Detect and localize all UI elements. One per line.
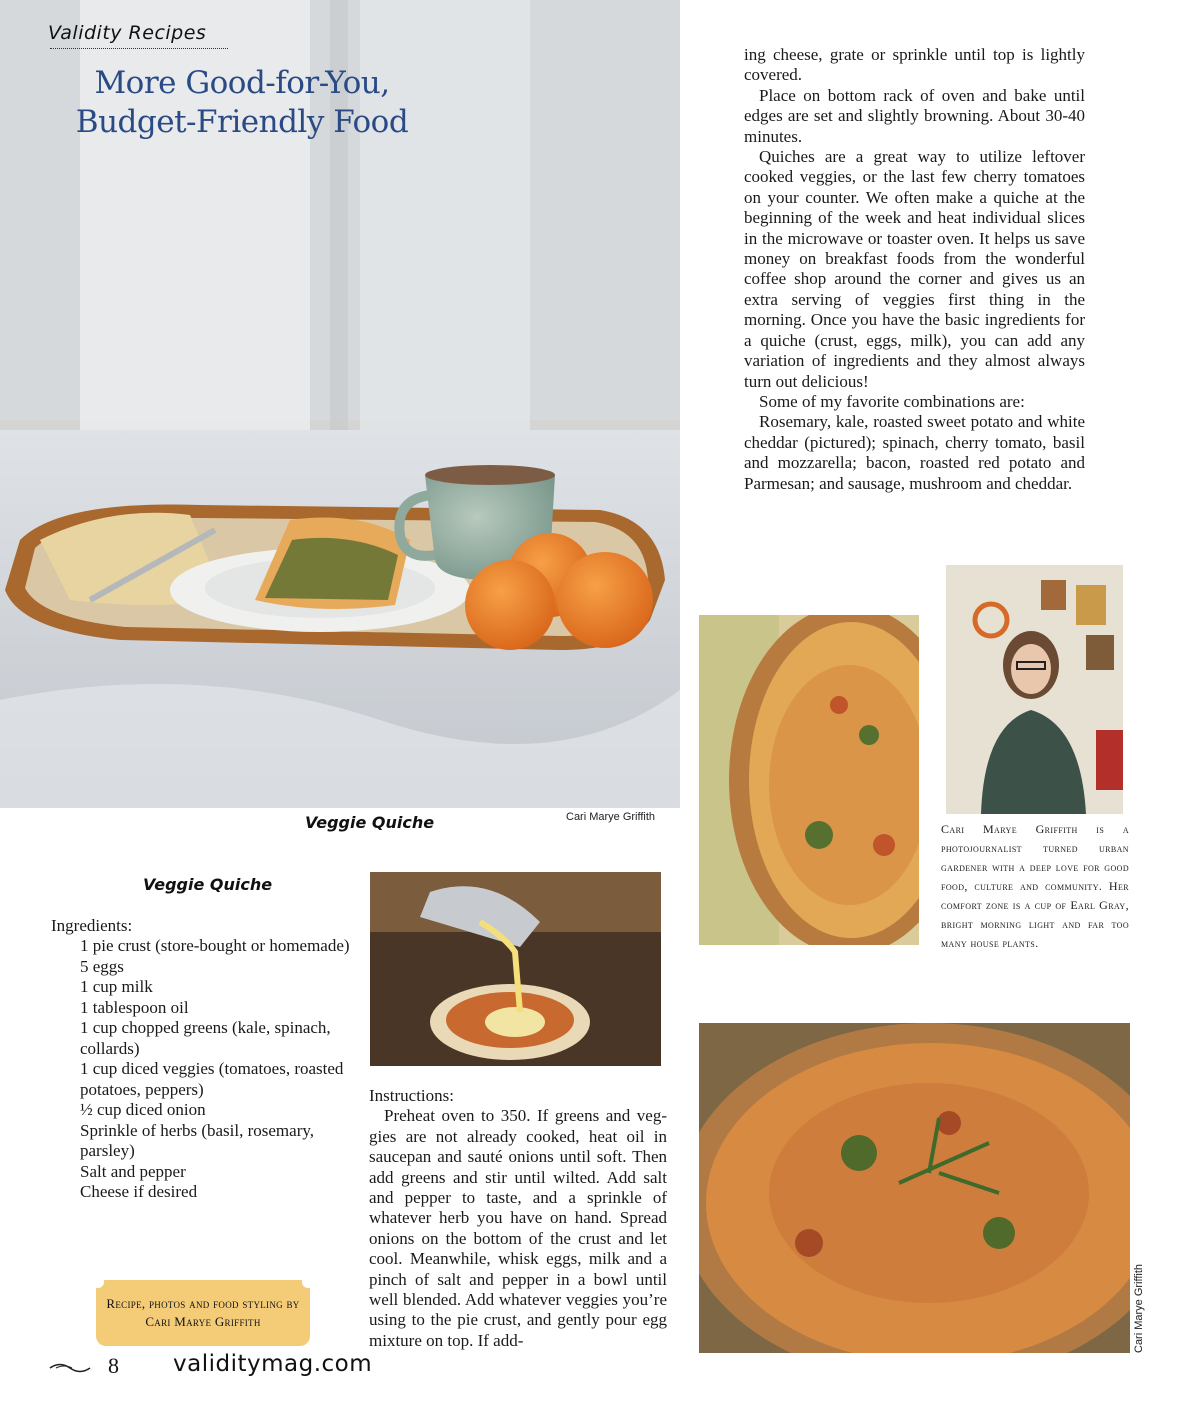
ingredient-item: 1 cup milk xyxy=(80,977,153,996)
pouring-egg-photo xyxy=(370,872,661,1066)
recipe-title: Veggie Quiche xyxy=(143,875,273,894)
site-url[interactable]: validitymag.com xyxy=(173,1351,373,1377)
author-portrait-photo xyxy=(946,565,1123,814)
instructions-block xyxy=(369,1086,667,1351)
author-bio: Cari Marye Griffith is a photojournalist turned urban gardener with a deep love for good food, culture and community. Her comfort zone is a cup of Earl Gray, bright morning light and far too many house plants. xyxy=(941,822,1129,950)
hero-photo xyxy=(0,0,680,808)
ingredients-list xyxy=(80,936,355,1203)
section-tag: Validity Recipes xyxy=(48,22,207,44)
ingredient-item: Salt and pepper xyxy=(80,1161,186,1181)
ingredient-item: 1 cup diced veggies (tomatoes, roasted potatoes, peppers) xyxy=(80,1059,344,1099)
pouring-egg-illustration xyxy=(370,872,661,1066)
instructions-text: Preheat oven to 350. If greens and veggies are not already cooked, heat oil in saucepan and sauté onions until soft. Then add greens and stir until wilted. Add salt and pepper to taste, and a sprinkle of whatever herb you have on hand. Spread onions on the bottom of the crust and let cool. Meanwhile, whisk eggs, milk and a pinch of salt and pepper in a bowl until well blended. Add whatever veggies you’re using to the pie crust, and gently pour egg mixture on top. If add- xyxy=(369,1106,667,1350)
article-paragraph: Rosemary, kale, roasted sweet potato and white cheddar (pictured); spinach, cherry tomato, basil and mozzarella; bacon, roasted red potato and Parmesan; and sausage, mushroom and cheddar. xyxy=(744,412,1085,493)
article-continuation xyxy=(744,45,1085,494)
page-headline xyxy=(62,64,422,142)
article-paragraph: Place on bottom rack of oven and bake until edges are set and slightly browning. About 30-40 minutes. xyxy=(744,85,1085,146)
ingredient-item: 1 cup chopped greens (kale, spinach, collards) xyxy=(80,1018,331,1058)
article-paragraph: ing cheese, grate or sprinkle until top is lightly covered. xyxy=(744,45,1085,85)
hero-caption: Veggie Quiche xyxy=(305,813,435,832)
article-paragraph: Quiches are a great way to utilize leftover cooked veggies, or the last few cherry tomatoes on your counter. We often make a quiche at the beginning of the week and heat individual slices in the microwave or toaster oven. It helps us save money on breakfast foods from the wonderful coffee shop around the corner and gives us an extra serving of veggies first thing in the morning. Once you have the basic ingredients for a quiche (crust, eggs, milk), you can add any variation of ingredients and they almost always turn out delicious! xyxy=(744,147,1085,391)
footer-ornament-icon xyxy=(48,1361,92,1375)
ingredient-item: 1 tablespoon oil xyxy=(80,997,189,1017)
ingredient-item: 1 pie crust (store-bought or homemade) xyxy=(80,936,350,955)
ingredient-item: 5 eggs xyxy=(80,956,124,976)
ingredient-item: ½ cup diced onion xyxy=(80,1100,206,1119)
quiche-closeup-photo xyxy=(699,615,919,945)
ingredient-item: Sprinkle of herbs (basil, rosemary, parsley) xyxy=(80,1120,315,1160)
large-photo-credit: Cari Marye Griffith xyxy=(1133,1263,1145,1353)
page-number: 8 xyxy=(108,1353,119,1378)
ingredients-label: Ingredients: xyxy=(51,916,133,935)
ingredient-item: Cheese if desired xyxy=(80,1182,198,1201)
author-portrait-illustration xyxy=(946,565,1123,814)
headline-line-2: Budget-Friendly Food xyxy=(75,104,409,140)
hero-photo-credit: Cari Marye Griffith xyxy=(566,811,656,823)
article-paragraph: Some of my favorite combinations are: xyxy=(759,391,1025,411)
byline-text: Recipe, photos and food styling by Cari Marye Griffith xyxy=(106,1296,300,1329)
quiche-large-illustration xyxy=(699,1023,1130,1353)
section-rule xyxy=(50,48,228,49)
quiche-large-photo xyxy=(699,1023,1130,1353)
byline-box xyxy=(96,1280,310,1346)
instructions-label: Instructions: xyxy=(369,1086,454,1105)
headline-line-1: More Good-for-You, xyxy=(94,65,390,101)
quiche-closeup-illustration xyxy=(699,615,919,945)
